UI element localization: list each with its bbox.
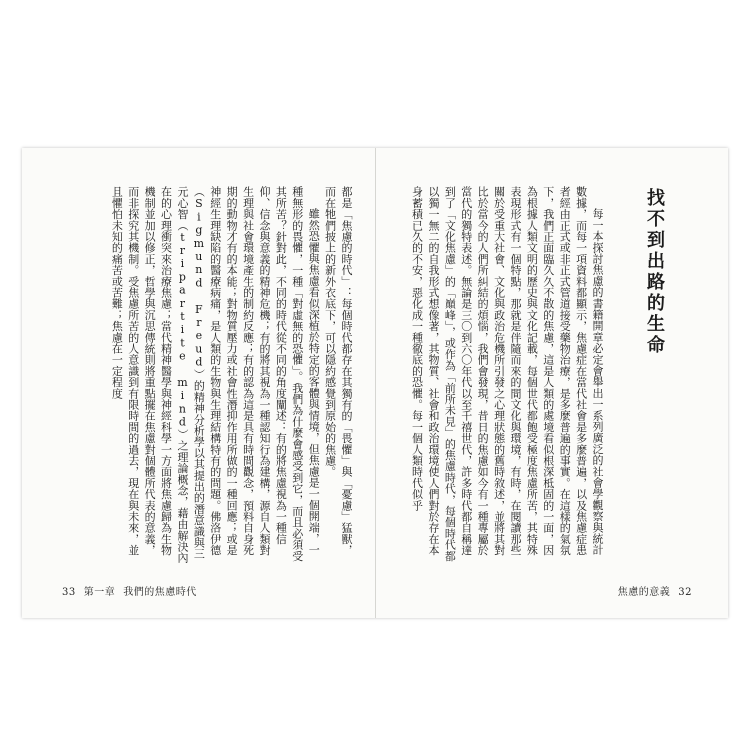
chapter-label: 第一章 [83, 587, 116, 598]
right-paragraph-1: 每一本探討焦慮的書籍開章必定會舉出一系列廣泛的社會學觀察與統計數據，而每一項資料都顯示，焦慮症在當代社會是多麼普遍，以及焦慮症患者經由正式或非正式管道接受藥物治療，是多麼普遍的事實。在這樣的氣氛下，我們正面臨久久不散的焦慮，這是人類的處境看似根深柢固的一面，因為根據人類文明的歷史與文化記載，每個世代都飽受極度焦慮所苦，其特殊表現形式有一個特點，那就是伴隨而來的間文化與環境，有時，在閱讀那些關於受重大社會、文化與政治危機所引發之心理狀態的舊時敘述，並將其對比於當今的人們所糾結的煩惱，我們會發現，昔日的焦慮如今有一種專屬於當代的獨特表述。無論是三〇到六〇年代以至千禧世代，許多時代都自稱達到了「文化焦慮」的「巔峰」，或作為「前所未見」的焦慮時代，每個時代都以獨一無二的自我形式想像著，其物質、社會和政治環境使人們對於存在本身蓄積已久的不安，惡化成一種徹底的恐懼。每一個人類時代似乎 [410, 186, 604, 562]
left-paragraph-1: 都是「焦慮的時代」：每個時代都存在其獨有的「畏懼」與「憂慮」猛獸，而在牠們披上的新外衣底下，可以隱約感覺到原始的焦慮。 [323, 186, 353, 556]
running-title: 焦慮的意義 [617, 587, 671, 598]
left-page [22, 148, 375, 618]
left-paragraph-2: 雖然恐懼與焦慮看似深植於特定的客體與情境，但焦慮是一個開端，一種無形的畏懼，一種「對虛無的恐懼」。我們為什麼會感受到它，而且必須受其所苦？針對此，不同的時代從不同的角度闡述：有的將焦慮視為一種信仰、信念與意義的精神危機；有的將其視為一種認知行為建構，源自人類對生理與社會環境產生的制約反應；有的認為這是具有時間觀念，預料自身死期的動物才有的本能；對物質壓力或社會性潛抑作用所做的一種回應；或是神經生理缺陷的醫療病痛，是人類的生物與生理結構特有的問題。佛洛伊德（Sigmund Freud）的精神分析學以其提出的潛意識與三元心智（tripartite mind）之理論概念，藉由解決內在的心理衝突來治療焦慮；當代精神醫學與神經科學一方面將焦慮歸為生物機制並加以修正，哲學與沉思傳統則將重點擺在焦慮對個體所代表的意義，而非探究其機制。受焦慮所苦的人意識到有限時間的過去，現在與未來，並且懼怕未知的痛苦或苦難；焦慮在一定程度 [110, 186, 321, 564]
left-body-text [62, 186, 354, 566]
left-footer [62, 583, 197, 598]
right-footer [618, 583, 692, 598]
chapter-title: 我們的焦慮時代 [123, 587, 197, 598]
section-title: 找不到出路的生命 [644, 188, 665, 356]
right-page-number: 32 [678, 587, 692, 598]
right-page [375, 148, 728, 618]
left-page-number: 33 [62, 587, 76, 598]
book-spread [22, 148, 728, 618]
right-body-text [391, 186, 605, 566]
